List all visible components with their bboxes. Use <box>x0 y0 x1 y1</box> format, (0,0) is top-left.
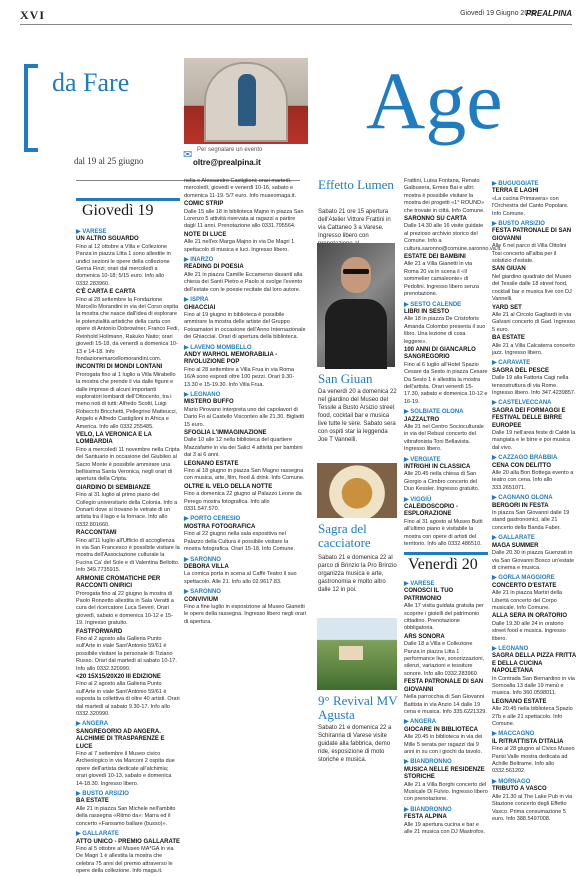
listing-city: ▶ VIGGIÙ <box>404 496 432 503</box>
event-title: ESTATE DEI BAMBINI <box>404 254 466 261</box>
listing-city: ▶ LAVENO MOMBELLO <box>184 344 252 351</box>
event-title: CONVIVIUM <box>184 596 219 603</box>
section-subtitle: dal 19 al 25 giugno <box>74 156 144 166</box>
event-title: VELO, LA VERONICA E LA LOMBARDIA <box>76 431 152 446</box>
day-heading-thursday: Giovedì 19 <box>82 202 154 219</box>
event-description: Dalle 20.30 in piazza Guenzati in via San Giovanni Bosco un'estate di cinema e musica. <box>492 550 575 571</box>
event-description: Frattini, Luisa Fontana, Renato Galbusera, Ermes Bai e altri; mostra è possibile visitare la mostra dei progetti «1° ROUND» che trovate in città. Info Comune. <box>404 178 485 214</box>
event-description: Alle 21 a Villa Gianetti in via Roma 20 va in scena il «Il sommelier camaleonte» di Pedolini. Ingresso libero senza prenotazione. <box>404 261 479 298</box>
event-title: SANGREGORIO AD ANGERA. ALCHIMIE DI TRASPARENZE E LUCE <box>76 728 165 750</box>
box-title-san-giuan: San Giuan <box>318 371 373 386</box>
event-description: nella e Alessandro Castiglioni; orari martedì, mercoledì, giovedì e venerdì 10-16, sabato e domenica 11-19. 5/7 euro. Info museomaga.it. <box>184 178 297 199</box>
listing-city: ▶ BUSTO ARSIZIO <box>492 221 545 228</box>
signal-intro: Per segnalare un evento <box>197 147 263 153</box>
event-title: YARD SET <box>492 304 522 311</box>
listing-city: ▶ BIANDRONNO <box>404 806 452 813</box>
event-description: Dalle 19.30 alle 24 in oratorio street food e musica. Ingresso libero. <box>492 620 566 642</box>
event-title: INCONTRI DI MONDI LONTANI <box>76 364 163 371</box>
event-title: FESTA PATRONALE DI SAN GIOVANNI <box>404 679 484 693</box>
box-title-sagra: Sagra del cacciatore <box>318 521 371 550</box>
issue-date: Giovedì 19 Giugno 2025 <box>460 10 536 17</box>
event-description: Nella parrocchia di San Giovanni Battista in via Anzio 14 dalle 19 cena e musica. Info 335.6221329. <box>404 694 487 715</box>
column-6 <box>492 178 576 838</box>
event-description: Fino al 28 giugno al Civico Museo Parisi Valle mostra dedicata ad Achille Beltrame. Info allo 0332.561202. <box>492 746 575 775</box>
box-body-sagra: Sabato 21 e domenica 22 al parco di Brinzio la Pro Brinzio organizza musica e arte, gastronomia e molto altro dalle 12 in poi. <box>318 555 397 593</box>
event-description: Alle 20 alla Bon Bottega evento a teatro con cena. Info allo 333.2651071. <box>492 470 574 491</box>
event-description: Dalle 15 alle 18 in biblioteca Majno in piazza San Lorenzo 5 attività riservata ai ragazzi a partire dagli 11 anni. Prenotazione allo 0331.795564. <box>184 208 304 230</box>
portrait-photo <box>317 243 395 367</box>
event-description: Alle 17 visita guidata gratuita per scoprire i gioielli del patrimonio cittadino. Prenotazione obbligatoria. <box>404 603 484 632</box>
portrait-head <box>341 257 371 293</box>
listing-city: ▶ GALLARATE <box>492 535 535 542</box>
event-title: ALLA SERA IN ORATORIO <box>492 613 567 620</box>
listing-city: ▶ GORLA MAGGIORE <box>492 575 555 582</box>
event-title: GIOCARE IN BIBLIOTECA <box>404 726 479 733</box>
event-title: SAN GIUAN <box>492 266 526 273</box>
event-title: C'È CARTA E CARTA <box>76 289 136 296</box>
event-title: SAGRA DELLA PIZZA FRITTA E DELLA CUCINA NAPOLETANA <box>492 653 576 675</box>
event-description: Dalle 18 a Villa e Collezione Panza in piazza Litta 1 performance live, sonorizzazioni, silenzi, variazioni e tessiture sonore. Info allo 0332.283960. <box>404 641 485 677</box>
listing-city: ▶ CAGNANO OLONA <box>492 495 553 502</box>
event-description: Fino al 7 settembre il Museo civico Archeologico in via Marconi 2 ospita due opere dell'artista dedicate all'alchimia; orari giovedì 10-13, sabato e domenica 14-18.30. Ingresso libero. <box>76 751 175 787</box>
event-description: Fino al 28 settembre a Villa Frua in via Roma 16/A sono esposti oltre 100 pezzi. Orari 9.30-13.30 e 15-19.30. Info Villa Frua. <box>184 366 295 388</box>
listing-city: ▶ VERGIATE <box>404 456 441 463</box>
listing-city: ▶ GALLARATE <box>76 831 119 838</box>
envelope-icon: ✉ <box>183 149 193 161</box>
listing-city: ▶ CARAVATE <box>492 360 531 367</box>
brand-logo: PREALPINA <box>525 9 572 18</box>
event-title: 100 ANNI DI GIANCARLO SANGREGORIO <box>404 346 476 361</box>
event-title: TERRA E LAGHI <box>492 188 539 195</box>
listing-city: ▶ BUSTO ARSIZIO <box>76 791 129 798</box>
event-title: ATTO UNICO - PREMIO GALLARATE <box>76 838 180 845</box>
event-title: CONOSCI IL TUO PATRIMONIO <box>404 588 454 602</box>
event-description: Fino al 19 giugno in biblioteca è possibile ammirare la mostra delle artiste del Gruppo Fotoamatori in occasione dell'Anno Internazionale dei Ghiacciai. Orari di apertura della biblioteca. <box>184 311 306 341</box>
event-title: <20 15X15/20X20 III EDIZIONE <box>76 673 161 680</box>
event-description: Dalle 19 nell'area feste di Caldè la mangiata e le birre e poi musica dal vivo. <box>492 430 576 451</box>
event-description: Nel giardino quadrato del Museo del Tessile dalle 18 street food, cocktail bar e musica live con DJ Vannelli. <box>492 273 572 303</box>
event-description: Alle 21 nel Centro Socioculturale in via del Rebusi concerto del vibrafonista Toni Bellavista. Ingresso libero. <box>404 424 484 453</box>
event-description: Prorogata fino al 22 giugno la mostra di Paolo Ronzetto allestita in Sala Veratti a cura del ricercatore Luca Severi. Orari giovedì, sabato e domenica 10-12 e 15-19. Ingresso gratuito. <box>76 590 174 627</box>
event-description: Dalle 14.30 alle 16 visite guidate al prezioso archivio storico del Comune. Info a cultura.saronno@comune.saronno.va.it. <box>404 223 502 252</box>
event-title: MAGA SUMMER <box>492 542 539 549</box>
event-title: LEGNANO ESTATE <box>184 460 239 467</box>
event-description: Alle 21 in piazza Martiri della Libertà concerto del Corpo musicale. Info Comune. <box>492 590 563 611</box>
event-title: UN ALTRO SGUARDO <box>76 236 139 243</box>
event-description: Alle 21 nell'ex Marga Majno in via De Magri 1 spettacolo di musica e luci. Ingresso libero. <box>184 239 295 253</box>
event-title: NOTE DI LUCE <box>184 231 227 238</box>
event-title: CONCERTO D'ESTATE <box>492 582 557 589</box>
event-description: Alle 20.45 nella biblioteca Spazio 27b e alle 21 spettacolo. Info Comune. <box>492 706 573 728</box>
column-2 <box>184 178 306 838</box>
event-title: READING DI POESIA <box>184 264 244 271</box>
event-description: Alle 21.30 al The Lake Pub in via Stazione concerto degli Effetto Vasco. Prima consumazione 5 euro. Info 388.5497008. <box>492 793 573 822</box>
event-title: LIBRI IN SESTO <box>404 308 450 315</box>
listing-city: ▶ ISPRA <box>184 297 209 304</box>
event-title: MISTERO BUFFO <box>184 399 234 406</box>
column-4 <box>404 178 502 548</box>
event-title: FASTFORWARD <box>76 628 123 635</box>
event-description: Prorogata fino al 1 luglio a Villa Mirabello la mostra che prende il via dalle figure e dalle imprese di alcuni importanti esploratori lombardi dell'Ottocento, tra i meno noti di tutti: Alfredo Scotti, Luigi Robecchi Bricchetti, Pellegrino Matteucci, Angelo e Alfredo Castiglioni in Africa e America. Info allo 0332.255485. <box>76 371 178 430</box>
event-title: MOSTRA FOTOGRAFICA <box>184 523 256 530</box>
listing-city: ▶ SARONNO <box>184 589 221 596</box>
event-description: Dalle 10 alle 12 nella biblioteca del quartiere Mazzafame in via dei Salici 4 attività per bambini dai 3 ai 6 anni. <box>184 437 303 459</box>
listing-city: ▶ LEGNANO <box>492 645 529 652</box>
listing-city: ▶ CAZZAGO BRABBIA <box>492 455 558 462</box>
event-title: ARMONIE CROMATICHE PER RACCONTI ONIRICI <box>76 575 161 590</box>
event-title: ANDY WARHOL MEMORABILIA - RIVOLUZIONE POP <box>184 351 278 366</box>
event-title: BA ESTATE <box>492 335 525 342</box>
listing-city: ▶ VARESE <box>76 229 107 235</box>
listing-city: ▶ MORNAGO <box>492 778 531 785</box>
event-title: GIARDINO DI SEMBIANZE <box>76 484 151 491</box>
day-bar-friday <box>404 552 488 555</box>
day-heading-friday: Venerdì 20 <box>408 556 478 573</box>
event-description: Fino al 2 agosto alla Galleria Punto sull'Arte in viale Sant'Antonio 59/61 è possibile visitare la personale di Tiziano Russo. Orari dal martedì al sabato 10-17. Info allo 0332.320990. <box>76 635 177 672</box>
event-title: MUSICA NELLE RESIDENZE STORICHE <box>404 766 485 781</box>
page-number: XVI <box>20 8 46 22</box>
event-title: SAGRA DEI FORMAGGI E FESTIVAL DELLE BIRRE EUROPEE <box>492 407 566 429</box>
event-description: Fino al 6 luglio all'Hotel Spazio Cesare da Sesto in piazza Cesare Da Sesto 1 è allestita la mostra dell'artista. Orari venerdì 15-17.30, sabato e domenica 10-12 e 16-19. <box>404 361 488 405</box>
event-title: LEGNANO ESTATE <box>492 698 547 705</box>
section-title: da Fare <box>52 68 130 97</box>
event-description: «La cucina Primavera» con l'Orchestra del Canto Popolare. Info Comune. <box>492 195 569 217</box>
listing-city: ▶ MACCAGNO <box>492 731 535 738</box>
event-title: SARONNO SU CARTA <box>404 216 467 223</box>
event-title: SFOGLIA L'IMMAGINAZIONE <box>184 430 267 436</box>
event-title: CALEIDOSCOPIO - ESPLORAZIONE <box>404 504 459 518</box>
signal-box <box>183 147 301 173</box>
event-title: BA ESTATE <box>76 798 109 805</box>
event-title: CENA CON DELITTO <box>492 462 552 469</box>
box-body-revival: Sabato 21 e domenica 22 a Schiranna di Varese visite guidate alla fabbrica, demo ride, esposizione di moto storiche e musica. <box>318 725 392 763</box>
event-description: Fino a mercoledì 11 novembre nella Cripta del Santuario in occasione del Giubileo al Sacro Monte è possibile ammirare una bellissima Santa Veronica, negli orari di apertura della Cripta. <box>76 446 180 483</box>
dish-photo <box>317 463 397 518</box>
listing-city: ▶ BUGUGGIATE <box>492 181 539 187</box>
event-description: Fino al 18 giugno in piazza San Magno rassegna con musica, arte, film, food & drink. Info Comune. <box>184 468 305 482</box>
event-description: Alle 20.45 in biblioteca in via dei Mille 5 serata per ragazzi dai 9 anni in su con i giochi da tavolo. <box>404 734 483 755</box>
event-title: BERGORI IN FESTA <box>492 502 549 509</box>
listing-city: ▶ VARESE <box>404 581 435 587</box>
signal-email-link[interactable]: oltre@prealpina.it <box>193 158 261 167</box>
event-description: In Contrada San Bernardino in via Sornoalla 13 dalle 19 menù e musica. Info 360.0598011. <box>492 675 575 697</box>
event-description: Fino al 2 agosto alla Galleria Punto sull'Arte in viale Sant'Antonio 59/61 è esposta la collettiva di oltre 40 artisti. Orari dal martedì al sabato 9.30-17. Info allo 0332.320990. <box>76 681 180 717</box>
listing-city: ▶ LEGNANO <box>184 391 221 398</box>
event-title: JAZZALTRO <box>404 416 440 423</box>
event-description: Alle 20.45 nella chiesa di San Giorgio a Cimbro concerto del Duo Kessler. Ingresso gratuito. <box>404 471 480 493</box>
event-description: Dalle 19 alla Fattoria Cagi nella tensostruttura di via Rome. Ingresso libero. Info 347.4239857. <box>492 375 576 396</box>
photo-figure <box>238 74 256 126</box>
agenda-heading: Age <box>366 55 503 146</box>
event-title: SAGRA DEL PESCE <box>492 367 550 374</box>
listing-city: ▶ CASTELVECCANA <box>492 400 552 407</box>
listing-city: ▶ ANGERA <box>404 719 437 726</box>
event-description: Fino all'11 luglio all'Ufficio di accoglienza in via San Francesco è possibile visitare la mostra dell'Associazione culturale la Fucina Ca' del Sole e di Valentina Bellotto. Info 349.7735915. <box>76 537 180 574</box>
event-description: Alle 21 a Villa Borghi concerto del Musicale Di Fulvio. Ingresso libero con prenotazione. <box>404 781 488 803</box>
event-title: INTRIGHI IN CLASSICA <box>404 464 471 471</box>
event-description: Fino al 31 agosto al Museo Butti all'ultimo piano è visitabile la mostra con opere di artisti del territorio. Info allo 0332.486510. <box>404 518 483 548</box>
event-title: FESTA PATRONALE DI SAN GIOVANNI <box>492 228 572 242</box>
event-title: DEBORA VILLA <box>184 563 229 570</box>
event-title: FESTA ALPINA <box>404 814 447 821</box>
event-title: GHIACCIAI <box>184 304 216 311</box>
listing-city: ▶ ANGERA <box>76 721 109 728</box>
day-bar-thursday <box>76 198 180 201</box>
section-bracket <box>24 64 38 152</box>
listing-city: ▶ PORTO CERESIO <box>184 516 241 523</box>
event-description: Alle 18 in piazza De Cristoforis Amanda Colombo presenta il suo libro. Una lezione di cosa leggere». <box>404 316 486 345</box>
event-description: Fino al 12 ottobre a Villa e Collezione Panza in piazza Litta 1 sono allestite in undici sezioni le opere della collezione Gerna Finzi; orari dal mercoledì a domenica 10-18; 5/15 euro. Info allo 0332.283960. <box>76 243 171 287</box>
event-title: IL RITRATTISTA D'ITALIA <box>492 738 564 745</box>
event-description: Alle 21 al Circolo Gagliardi in via Galvani concerto di Gad. Ingresso 5 euro. <box>492 311 576 333</box>
listing-city: ▶ SOLBIATE OLONA <box>404 409 464 416</box>
box-body-effetto-lumen: Sabato 21 ore 15 apertura dell'Atelier Vittore Frattini in via Cattaneo 3 a Varese. Ingresso libero con <box>318 209 391 239</box>
landscape-house <box>339 646 363 660</box>
event-description: Mario Pirovano interpreta uno dei capolavori di Dario Fo al Castello Visconteo alle 21.30. Biglietti 15 euro. <box>184 406 305 428</box>
event-description: Fino al 5 ottobre al Museo MA*GA in via De Magri 1 è allestita la mostra che celebra 75 anni del premio attraverso le opere della collezione. Info maga.it. <box>76 845 174 875</box>
box-body-san-giuan: Da venerdì 20 a domenica 22 nel giardino del Museo del Tessile a Busto Arsizio street food, cocktail bar e musica live tutte le sere. Sabato sera con ospiti star la leggenda Joe T Vannelli. <box>318 389 397 443</box>
listing-city: ▶ INARZO <box>184 257 214 264</box>
event-description: In piazza San Giovanni dalle 19 stand gastronomici, alle 21 concerto della Banda Faber. <box>492 510 570 531</box>
event-title: TRIBUTO A VASCO <box>492 786 547 793</box>
event-description: Alle 21 in piazza San Michele nell'ambito della rassegna «Ritmo da»: Marra ed il concerto «Fansamo ballare (busso)». <box>76 805 176 827</box>
event-title: ARS SONORA <box>404 633 445 640</box>
event-description: Fino a fine luglio in esposizione al Museo Gianetti le opere della rassegna. Ingresso libero negli orari di apertura. <box>184 603 306 625</box>
event-description: Fino al 28 settembre la Fondazione Marcello Morandini in via del Corso ospita la mostra che nasce dall'idea di esplorare le potenzialità artistiche della carta con opere di Antonio Dobrowlner, Franco Fedi, Reinhold Hollmann, Rakuko Naito; orari giovedì 15-18, da venerdì a domenica 10-13 e 14-18. Info fondazionemarcellomorandini.com. <box>76 296 180 362</box>
event-description: Alle 21 in piazza Camille Eccamerso davanti alla chiesa dei Santi Pietro e Paolo si svolge l'evento dell'estate con le poesie recitate dal loro autore. <box>184 271 303 293</box>
event-title: OLTRE IL VELO DELLA NOTTE <box>184 483 273 490</box>
event-title: RACCONTAMI <box>76 530 117 537</box>
event-description: Alle 19 apertura cucina e bar e alle 21 musica con DJ Mastrofox. <box>404 821 486 835</box>
event-description: Fino a domenica 22 giugno al Palazzo Leone da Perego mostra fotografica. Info allo 0331.547.570. <box>184 491 302 513</box>
event-title: COMIC STRIP <box>184 201 224 208</box>
event-description: Fino al 31 luglio al primo piano del Collegio universitario della Colonia. Info a Donarti dove si trovano le vetrate di un artista tra il lago e la fornace. Info allo 0332.801660. <box>76 492 178 528</box>
event-description: Alle 21 a Villa Calcaterra concerto jazz. Ingresso libero. <box>492 342 575 356</box>
column-5 <box>404 578 488 838</box>
column-1 <box>76 226 180 875</box>
listing-city: ▶ BIANDRONNO <box>404 759 452 766</box>
box-title-effetto-lumen: Effetto Lumen <box>318 177 394 192</box>
portrait-body <box>325 299 387 369</box>
portrait-sunglasses <box>343 269 369 274</box>
listing-city: ▶ SARONNO <box>184 556 221 563</box>
header-rule <box>20 24 572 25</box>
featured-photo <box>184 58 308 144</box>
event-description: Fino al 22 giugno nella sala espositiva nel Palazzo della Cultura è possibile visitare la mostra fotografica. Orari 15-18. Info Comune. <box>184 531 295 553</box>
event-description: La comica porta in scena al Caffè Teatro il suo spettacolo. Alle 21. Info allo 02.9617.83. <box>184 571 297 585</box>
landscape-photo <box>317 618 397 690</box>
listing-city: ▶ SESTO CALENDE <box>404 301 462 308</box>
box-title-revival: 9° Revival MV Agusta <box>318 693 398 722</box>
event-description: Alle 6 nel parco di Villa Ottolini Tosi concerto all'alba per il solstizio d'estate. <box>492 243 567 265</box>
